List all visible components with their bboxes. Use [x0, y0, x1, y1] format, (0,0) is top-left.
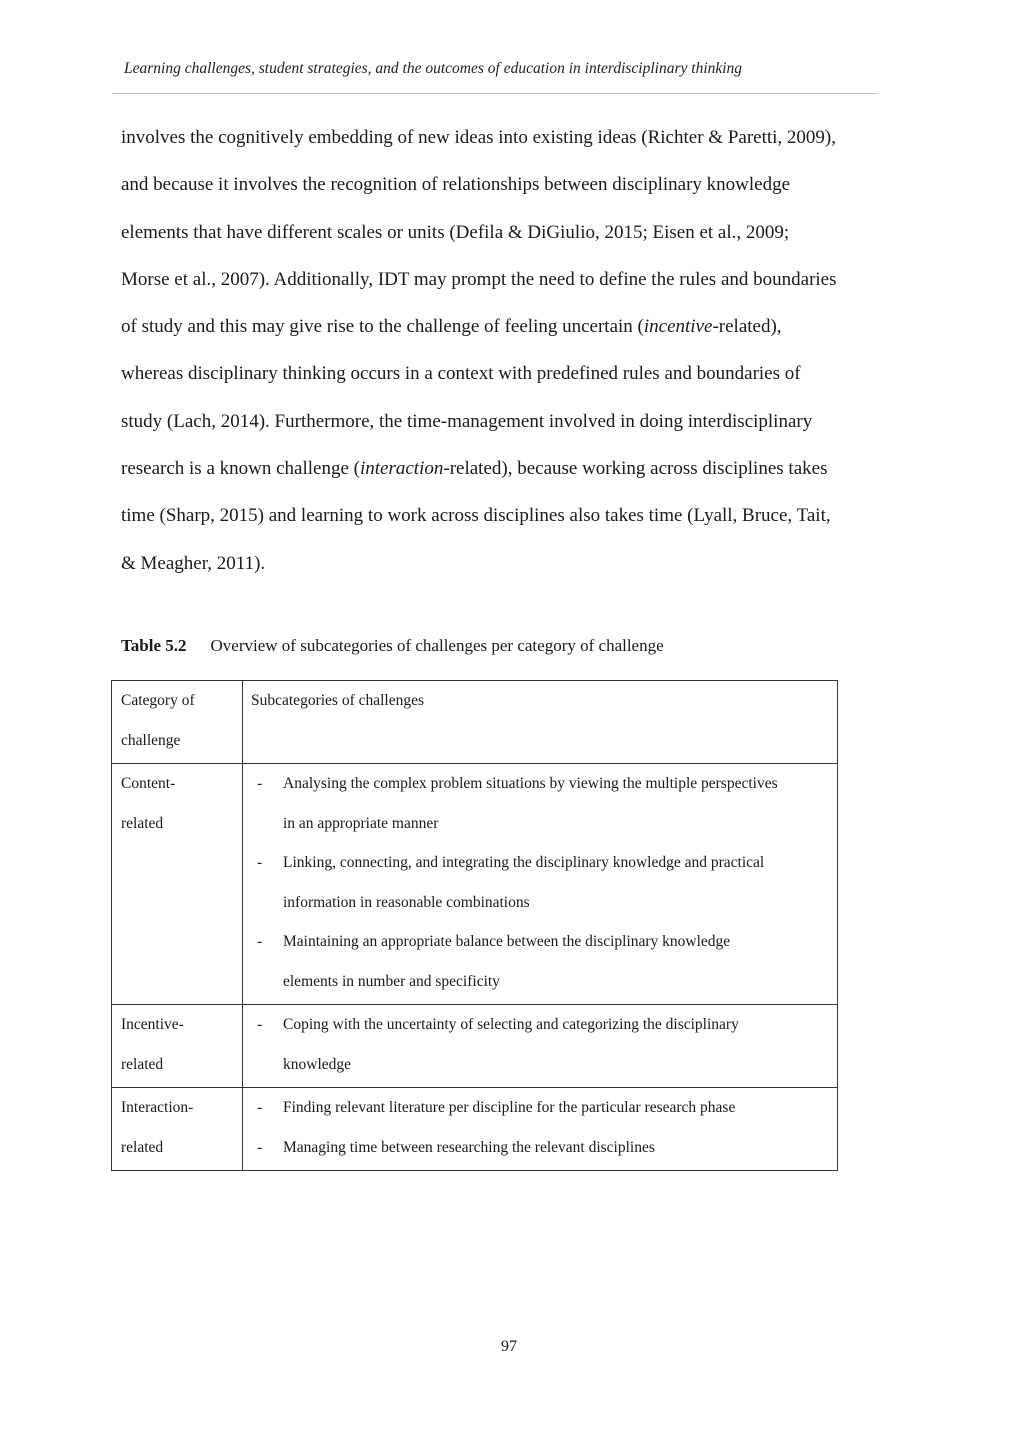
bullet-dash: - — [257, 1099, 263, 1116]
list-item — [251, 1088, 837, 1128]
category-line: Incentive- — [121, 1016, 184, 1033]
body-paragraph — [121, 114, 921, 587]
header-category-line: Category of — [121, 692, 195, 709]
category-line: Content- — [121, 775, 176, 792]
table-row — [112, 1088, 838, 1171]
table-caption-text: Overview of subcategories of challenges per category of challenge — [210, 636, 664, 655]
list-item — [251, 1128, 837, 1168]
paragraph-line: study (Lach, 2014). Furthermore, the time-management involved in doing interdisciplinary — [121, 410, 813, 432]
line-text: research is a known challenge ( — [121, 458, 360, 480]
paragraph-line: whereas disciplinary thinking occurs in a context with predefined rules and boundaries of — [121, 363, 801, 385]
subcategory-cell — [243, 1088, 838, 1171]
list-item-line: Analysing the complex problem situations by viewing the multiple perspectives — [283, 775, 778, 792]
list-item-line: elements in number and specificity — [283, 972, 500, 990]
list-item-line: Managing time between researching the relevant disciplines — [283, 1138, 655, 1156]
bullet-dash: - — [257, 933, 263, 950]
line-text: -related), because working across disciplines takes — [443, 458, 828, 480]
table-row — [112, 1005, 838, 1088]
paragraph-line: Morse et al., 2007). Additionally, IDT may prompt the need to define the rules and boundaries — [121, 268, 837, 290]
emphasis-incentive: incentive — [643, 316, 713, 338]
table-header-row — [112, 681, 838, 764]
list-item-line: Linking, connecting, and integrating the disciplinary knowledge and practical — [283, 854, 765, 871]
bullet-dash: - — [257, 775, 263, 792]
list-item-line: Maintaining an appropriate balance between the disciplinary knowledge — [283, 933, 731, 950]
subcategory-cell — [243, 764, 838, 1005]
category-cell — [112, 1088, 243, 1171]
list-item — [251, 1005, 837, 1084]
header-category-cell — [112, 681, 243, 764]
bullet-dash: - — [257, 1138, 263, 1156]
emphasis-interaction: interaction — [359, 458, 444, 480]
paragraph-line: & Meagher, 2011). — [121, 552, 266, 574]
paragraph-line — [121, 445, 921, 492]
category-cell — [112, 1005, 243, 1088]
paragraph-line: involves the cognitively embedding of new ideas into existing ideas (Richter & Paretti, 2009), — [121, 127, 836, 148]
bullet-dash: - — [257, 1016, 263, 1033]
list-item-line: Coping with the uncertainty of selecting and categorizing the disciplinary — [283, 1016, 739, 1033]
line-text: -related), — [712, 316, 782, 338]
subcategory-cell — [243, 1005, 838, 1088]
header-subcategories-cell — [243, 681, 838, 764]
category-line: related — [121, 1138, 164, 1156]
table-row — [112, 764, 838, 1005]
category-line: Interaction- — [121, 1099, 194, 1116]
list-item-line: in an appropriate manner — [283, 814, 439, 832]
running-header: Learning challenges, student strategies, and the outcomes of education in interdisciplinary thinking — [124, 60, 743, 77]
list-item — [251, 843, 837, 922]
subcategories-table — [111, 680, 838, 1171]
list-item-line: information in reasonable combinations — [283, 893, 530, 911]
list-item — [251, 922, 837, 1001]
page-number: 97 — [501, 1338, 517, 1355]
header-category-line: challenge — [121, 731, 181, 749]
paragraph-line — [121, 303, 921, 350]
list-item-line: knowledge — [283, 1055, 352, 1073]
list-item — [251, 764, 837, 843]
line-text: of study and this may give rise to the challenge of feeling uncertain ( — [121, 316, 644, 338]
category-cell — [112, 764, 243, 1005]
list-item-line: Finding relevant literature per discipline for the particular research phase — [283, 1099, 736, 1116]
category-line: related — [121, 1055, 164, 1073]
table-caption-label: Table 5.2 — [121, 636, 187, 655]
paragraph-line: and because it involves the recognition of relationships between disciplinary knowledge — [121, 174, 791, 196]
header-subcategories-text: Subcategories of challenges — [251, 692, 425, 709]
bullet-dash: - — [257, 854, 263, 871]
table-caption — [121, 636, 664, 656]
paragraph-line: time (Sharp, 2015) and learning to work across disciplines also takes time (Lyall, Bruce, Tait, — [121, 505, 831, 527]
category-line: related — [121, 814, 164, 832]
header-rule — [112, 93, 877, 94]
paragraph-line: elements that have different scales or units (Defila & DiGiulio, 2015; Eisen et al., 2009; — [121, 221, 790, 243]
